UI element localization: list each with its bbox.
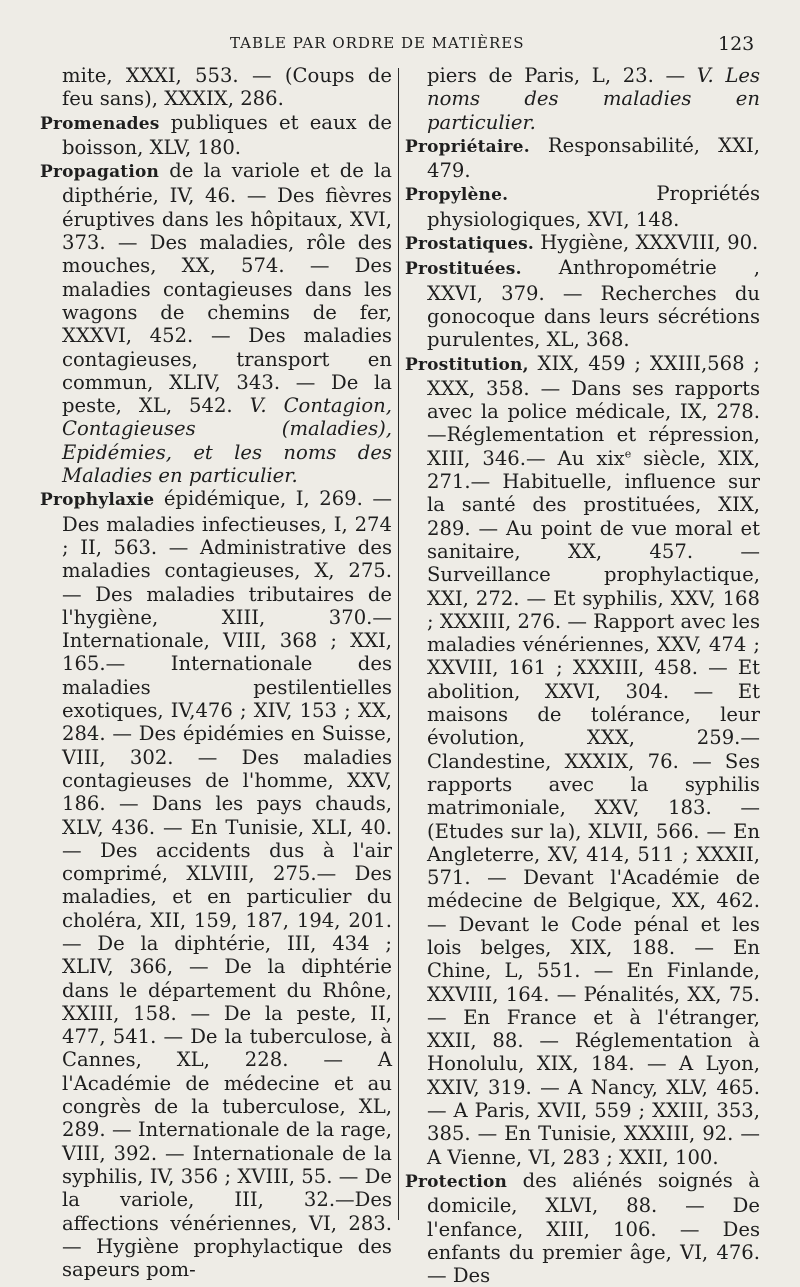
century-numeral: xix <box>596 446 625 470</box>
headword: Propagation <box>40 162 160 183</box>
headword: Protection <box>405 1171 508 1192</box>
index-entry-prostituees <box>405 256 760 351</box>
index-entry-protection <box>405 1169 760 1287</box>
page-number: 123 <box>718 33 755 55</box>
headword: Propriétaire. <box>405 136 530 157</box>
running-head: TABLE PAR ORDRE DE MATIÈRES <box>230 34 525 52</box>
entry-text: publiques et eaux de boisson, XLV, 180. <box>62 110 392 159</box>
entry-text: Propriétés physiologiques, XVI, 148. <box>427 182 760 231</box>
superscript: e <box>624 447 632 461</box>
cross-reference: V. Les noms des maladies en particulier. <box>427 64 760 134</box>
index-entry-propylene <box>405 182 760 231</box>
right-column <box>405 64 760 1287</box>
entry-text: Hygiène, XXXVIII, 90. <box>533 231 759 255</box>
headword: Prostatiques. <box>405 234 534 255</box>
headword: Prostitution, <box>405 354 529 375</box>
continued-entry: mite, XXXI, 553. — (Coups de feu sans), XXXIX, 286. <box>62 64 392 111</box>
index-entry-propagation <box>40 159 392 487</box>
index-entry-proprietaire <box>405 134 760 183</box>
entry-text: siècle, XIX, 271.— Habituelle, influence sur la santé des prostituées, XIX, 289. — Au point de vue moral et sanitaire, XX, 457. — Surveillance prophylactique, XXI, 272. — Et syphilis, XXV, 168 ; XXXIII, 276. — Rapport avec les maladies vénériennes, XXV, 474 ; XXVIII, 161 ; XXXIII, 458. — Et abolition, XXVI, 304. — Et maisons de tolérance, leur évolution, XXX, 259.— Clandestine, XXXIX, 76. — Ses rapports avec la syphilis matrimoniale, XXV, 183. — (Etudes sur la), XLVII, 566. — En Angleterre, XV, 414, 511 ; XXXII, 571. — Devant l'Académie de médecine de Belgique, XX, 462. — Devant le Code pénal et les lois belges, XIX, 188. — En Chine, L, 551. — En Finlande, XXVIII, 164. — Pénalités, XX, 75. — En France et à l'étranger, XXII, 88. — Réglementation à Honolulu, XIX, 184. — A Lyon, XXIV, 319. — A Nancy, XLV, 465. — A Paris, XVII, 559 ; XXIII, 353, 385. — En Tunisie, XXXIII, 92. — A Vienne, VI, 283 ; XXII, 100. <box>427 446 760 1169</box>
index-entry-prostitution <box>405 352 760 1169</box>
cross-reference: V. Contagion, Contagieuses (maladies), Epidémies, et les noms des Maladies en particulier. <box>62 394 392 488</box>
entry-text: des aliénés soignés à domicile, XLVI, 88. — De l'enfance, XIII, 106. — Des enfants du premier âge, VI, 476. — Des <box>427 1168 760 1287</box>
entry-text: piers de Paris, L, 23. — <box>427 64 697 87</box>
entry-text: épidémique, I, 269. — Des maladies infectieuses, I, 274 ; II, 563. — Administrative des maladies contagieuses, X, 275. — Des maladies tributaires de l'hygiène, XIII, 370.— Internationale, VIII, 368 ; XXI, 165.— Internationale des maladies pestilentielles exotiques, IV,476 ; XIV, 153 ; XX, 284. — Des épidémies en Suisse, VIII, 302. — Des maladies contagieuses de l'homme, XXV, 186. — Dans les pays chauds, XLV, 436. — En Tunisie, XLI, 40. — Des accidents dus à l'air comprimé, XLVIII, 275.— Des maladies, et en particulier du choléra, XII, 159, 187, 194, 201. — De la diphtérie, III, 434 ; XLIV, 366, — De la diphtérie dans le département du Rhône, XXIII, 158. — De la peste, II, 477, 541. — De la tuberculose, à Cannes, XL, 228. — A l'Académie de médecine et au congrès de la tuberculose, XL, 289. — Internationale de la rage, VIII, 392. — Internationale de la syphilis, IV, 356 ; XVIII, 55. — De la variole, III, 32.—Des affections vénériennes, VI, 283. — Hygiène prophylactique des sapeurs pom- <box>62 487 392 1282</box>
headword: Promenades <box>40 113 160 134</box>
continued-entry <box>405 64 760 134</box>
entry-text: de la variole et de la dipthérie, IV, 46. — Des fièvres éruptives dans les hôpitaux, XVI, 373. — Des maladies, rôle des mouches, XX, 574. — Des maladies contagieuses dans les wagons de chemins de fer, XXXVI, 452. — Des maladies contagieuses, transport en commun, XLIV, 343. — De la peste, XL, 542. <box>62 159 392 418</box>
entry-text: Responsabilité, XXI, 479. <box>427 133 760 183</box>
entry-text: XIX, 459 ; XXIII,568 ; XXX, 358. — Dans ses rapports avec la police médicale, IX, 278. —Réglementation et répression, XIII, 346.— Au <box>427 351 760 470</box>
left-column <box>40 64 392 1281</box>
headword: Prostituées. <box>405 259 522 280</box>
index-entry-prostatiques <box>405 231 760 256</box>
index-entry-promenades <box>40 111 392 160</box>
column-divider <box>398 68 399 1220</box>
entry-text: Anthropométrie , XXVI, 379. — Recherches du gonocoque dans leurs sécrétions purulentes, XL, 368. <box>427 256 760 352</box>
index-entry-prophylaxie <box>40 487 392 1281</box>
headword: Propylène. <box>405 185 509 206</box>
headword: Prophylaxie <box>40 490 155 511</box>
